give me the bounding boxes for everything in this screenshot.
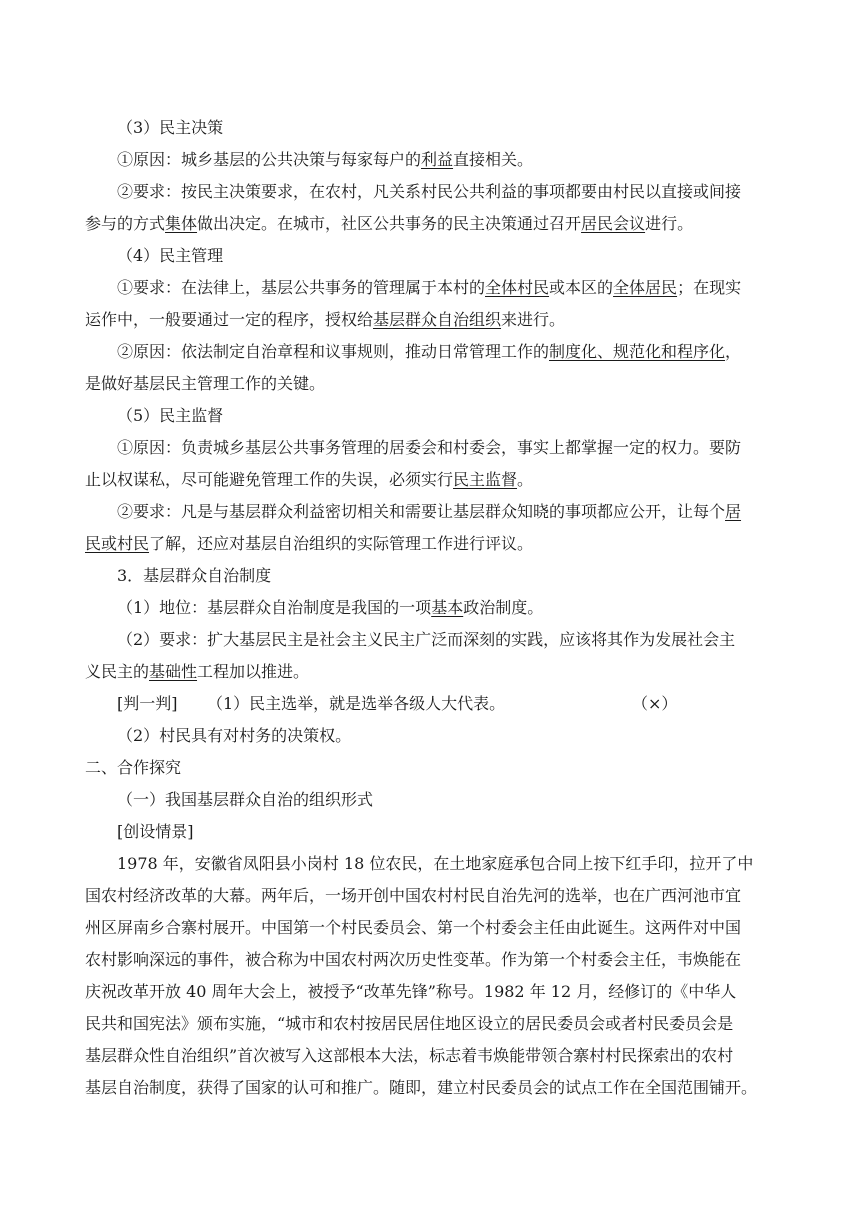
- scenario-paragraph-line: 国农村经济改革的大幕。两年后，一场开创中国农村村民自治先河的选举，也在广西河池市宜: [85, 886, 742, 905]
- paragraph-line: （1）地位：基层群众自治制度是我国的一项基本政治制度。: [117, 598, 544, 617]
- heading-democratic-management: （4）民主管理: [117, 246, 224, 265]
- underlined-keyword: 基层群众自治组织: [373, 310, 502, 329]
- underlined-keyword: 居民会议: [581, 214, 646, 233]
- underlined-keyword: 基础性: [149, 662, 198, 681]
- paragraph-line: ①要求：在法律上，基层公共事务的管理属于本村的全体村民或本区的全体居民；在现实: [117, 278, 742, 297]
- paragraph-line: ①原因：负责城乡基层公共事务管理的居委会和村委会，事实上都掌握一定的权力。要防: [117, 438, 742, 457]
- underlined-keyword: 民主监督: [453, 470, 518, 489]
- judgment-answer: （×）: [632, 694, 678, 713]
- judgment-question-1: [117, 694, 757, 714]
- paragraph-line: ②要求：按民主决策要求，在农村，凡关系村民公共利益的事项都要由村民以直接或间接: [117, 182, 742, 201]
- scenario-label: [创设情景]: [117, 822, 194, 841]
- underlined-keyword: 居: [725, 502, 742, 521]
- paragraph-line: 运作中，一般要通过一定的程序，授权给基层群众自治组织来进行。: [85, 310, 566, 329]
- scenario-paragraph-line: 庆祝改革开放 40 周年大会上，被授予“改革先锋”称号。1982 年 12 月，经修订的《中华人: [85, 982, 737, 1001]
- underlined-keyword: 全体村民: [485, 278, 550, 297]
- judgment-label: [判一判]: [117, 694, 178, 713]
- underlined-keyword: 利益: [421, 150, 454, 169]
- judgment-statement: （1）民主选举，就是选举各级人大代表。: [207, 694, 506, 713]
- scenario-paragraph-line: 1978 年，安徽省凤阳县小岗村 18 位农民，在土地家庭承包合同上按下红手印，拉开了中: [117, 854, 754, 873]
- paragraph-line: 义民主的基础性工程加以推进。: [85, 662, 310, 681]
- paragraph-line: ①原因：城乡基层的公共决策与每家每户的利益直接相关。: [117, 150, 534, 169]
- heading-self-governance-system: 3．基层群众自治制度: [117, 566, 272, 585]
- paragraph-line: 是做好基层民主管理工作的关键。: [85, 374, 326, 393]
- scenario-paragraph-line: 基层群众性自治组织”首次被写入这部根本大法，标志着韦焕能带领合寨村村民探索出的农村: [85, 1046, 734, 1065]
- heading-democratic-decision: （3）民主决策: [117, 118, 224, 137]
- scenario-paragraph-line: 民共和国宪法》颁布实施，“城市和农村按居民居住地区设立的居民委员会或者村民委员会是: [85, 1014, 734, 1033]
- underlined-keyword: 制度化、规范化和程序化: [549, 342, 726, 361]
- heading-democratic-supervision: （5）民主监督: [117, 406, 224, 425]
- scenario-paragraph-line: 州区屏南乡合寨村展开。中国第一个村民委员会、第一个村委会主任由此诞生。这两件对中国: [85, 918, 742, 937]
- section-heading: 二、合作探究: [85, 758, 182, 777]
- paragraph-line: （2）要求：扩大基层民主是社会主义民主广泛而深刻的实践，应该将其作为发展社会主: [117, 630, 736, 649]
- judgment-question-2: （2）村民具有对村务的决策权。: [117, 726, 352, 745]
- paragraph-line: ②原因：依法制定自治章程和议事规则，推动日常管理工作的制度化、规范化和程序化，: [117, 342, 742, 361]
- underlined-keyword: 集体: [165, 214, 198, 233]
- scenario-paragraph-line: 农村影响深远的事件，被合称为中国农村两次历史性变革。作为第一个村委会主任，韦焕能在: [85, 950, 742, 969]
- paragraph-line: 民或村民了解，还应对基层自治组织的实际管理工作进行评议。: [85, 534, 534, 553]
- underlined-keyword: 基本: [431, 598, 464, 617]
- underlined-keyword: 全体居民: [613, 278, 678, 297]
- paragraph-line: 止以权谋私，尽可能避免管理工作的失误，必须实行民主监督。: [85, 470, 534, 489]
- paragraph-line: 参与的方式集体做出决定。在城市，社区公共事务的民主决策通过召开居民会议进行。: [85, 214, 694, 233]
- scenario-paragraph-line: 基层自治制度，获得了国家的认可和推广。随即，建立村民委员会的试点工作在全国范围铺开。: [85, 1078, 758, 1097]
- subsection-heading: （一）我国基层群众自治的组织形式: [117, 790, 374, 809]
- underlined-keyword: 民或村民: [85, 534, 150, 553]
- paragraph-line: ②要求：凡是与基层群众利益密切相关和需要让基层群众知晓的事项都应公开，让每个居: [117, 502, 742, 521]
